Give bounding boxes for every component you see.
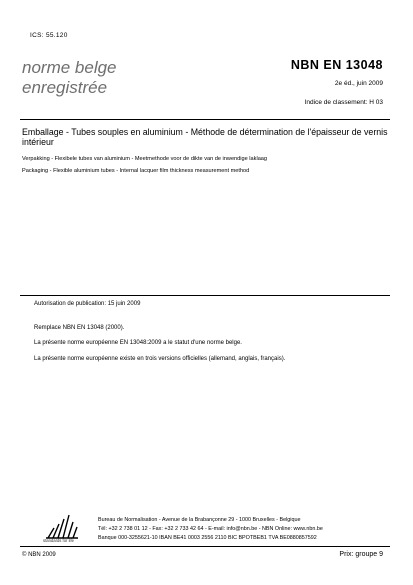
copyright: © NBN 2009: [22, 552, 56, 558]
price-group: Prix: groupe 9: [339, 551, 383, 558]
publication-authorization: Autorisation de publication: 15 juin 2009: [34, 301, 141, 307]
status-note: La présente norme européenne EN 13048:2009 a le statut d'une norme belge.: [34, 340, 242, 346]
footer-divider: [20, 546, 390, 547]
title-english: Packaging - Flexible aluminium tubes - Internal lacquer film thickness measurement method: [22, 168, 250, 174]
address-line: Bureau de Normalisation - Avenue de la Brabançonne 29 - 1000 Bruxelles - Belgique: [98, 517, 301, 523]
brand-title: [22, 58, 117, 98]
publication-divider: [20, 295, 390, 296]
replaces-note: Remplace NBN EN 13048 (2000).: [34, 325, 125, 331]
logo-tagline: standards for life: [43, 538, 74, 543]
contact-line: Tél: +32 2 738 01 12 - Fax: +32 2 733 42 64 - E-mail: info@nbn.be - NBN Online: www.nbn.be: [98, 526, 323, 532]
header-divider: [20, 119, 390, 120]
brand-line-1: norme belge: [22, 58, 117, 77]
title-dutch: Verpakking - Flexibele tubes van aluminium - Meetmethode voor de dikte van de inwendige laklaag: [22, 156, 268, 162]
classification-index: Indice de classement: H 03: [304, 99, 383, 106]
versions-note: La présente norme européenne existe en trois versions officielles (allemand, anglais, français).: [34, 356, 286, 362]
bank-line: Banque 000-3255621-10 IBAN BE41 0003 2556 2110 BIC BPOTBEB1 TVA BE0880857592: [98, 535, 317, 541]
brand-line-2: enregistrée: [22, 78, 108, 97]
ics-code: ICS: 55.120: [30, 32, 68, 39]
standard-number: NBN EN 13048: [290, 58, 383, 72]
edition-info: 2e éd., juin 2009: [334, 80, 383, 87]
title-french: Emballage - Tubes souples en aluminium - Méthode de détermination de l'épaisseur de vernis intérieur: [22, 127, 388, 147]
